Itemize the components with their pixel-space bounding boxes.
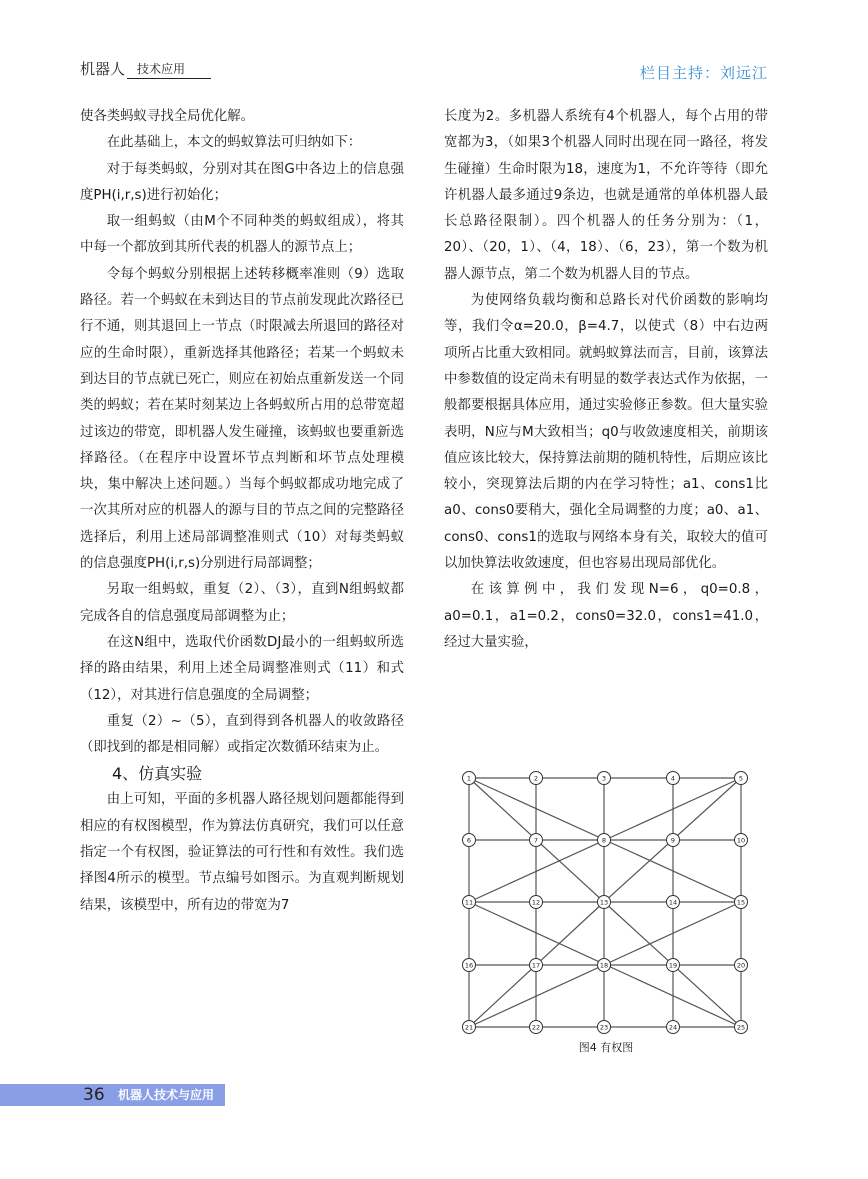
graph-node	[735, 896, 748, 909]
graph-node	[598, 834, 611, 847]
graph-node-label: 1	[466, 774, 472, 783]
paragraph: 另取一组蚂蚁，重复（2）、（3），直到N组蚂蚁都完成各自的信息强度局部调整为止；	[80, 582, 404, 624]
graph-node	[598, 896, 611, 909]
running-header-left	[80, 58, 211, 79]
graph-node	[598, 1021, 611, 1034]
graph-node-label: 19	[668, 961, 678, 970]
paragraph: 在这N组中，选取代价函数DJ最小的一组蚂蚁所选择的路由结果，利用上述全局调整准则式（11）和式（12），对其进行信息强度的全局调整；	[80, 634, 404, 703]
graph-node-label: 11	[464, 898, 474, 907]
graph-node	[667, 772, 680, 785]
graph-node	[530, 1021, 543, 1034]
graph-node	[530, 772, 543, 785]
graph-node	[530, 834, 543, 847]
graph-node	[530, 896, 543, 909]
graph-node	[463, 896, 476, 909]
page-footer	[0, 1084, 225, 1106]
weighted-graph	[461, 770, 751, 1035]
graph-node-label: 8	[601, 836, 607, 845]
figure-weighted-graph	[444, 770, 768, 1055]
graph-node-label: 21	[464, 1023, 474, 1032]
graph-node-label: 20	[736, 961, 746, 970]
graph-node-label: 15	[736, 898, 746, 907]
paragraph: 为使网络负载均衡和总路长对代价函数的影响均等，我们令α=20.0，β=4.7，以使式（8）中右边两项所占比重大致相同。就蚂蚁算法而言，目前，该算法中参数值的设定尚未有明显的数学表达式作为依据，一般都要根据具体应用，通过实验修正参数。但大量实验表明，N应与M大致相当；q0与收敛速度相关，前期该值应该比较大，保持算法前期的随机特性，后期应该比较小，突现算法后期的内在学习特性；a1、cons1比a0、cons0要稍大，强化全局调整的力度；a0、a1、cons0、cons1的选取与网络本身有关，取较大的值可以加快算法收敛速度，但也容易出现局部优化。	[444, 293, 768, 572]
graph-node-label: 5	[738, 774, 744, 783]
graph-node	[667, 834, 680, 847]
graph-node	[463, 834, 476, 847]
graph-node-label: 4	[670, 774, 676, 783]
section-name: 技术应用	[127, 60, 211, 79]
graph-node	[735, 1021, 748, 1034]
column-host: 栏目主持：刘远江	[639, 64, 768, 82]
graph-node-label: 12	[531, 898, 541, 907]
graph-node	[463, 959, 476, 972]
graph-node	[667, 1021, 680, 1034]
graph-node-label: 18	[599, 961, 609, 970]
graph-node	[667, 896, 680, 909]
graph-node-label: 25	[736, 1023, 746, 1032]
paragraph: 重复（2）~（5），直到得到各机器人的收敛路径（即找到的都是相同解）或指定次数循环结束为止。	[80, 713, 404, 756]
graph-node	[598, 772, 611, 785]
graph-node-label: 2	[533, 774, 539, 783]
page-number: 36	[83, 1085, 105, 1105]
graph-node-label: 17	[531, 961, 541, 970]
graph-node	[735, 959, 748, 972]
graph-node-label: 16	[464, 961, 474, 970]
footer-journal-title: 机器人技术与应用	[118, 1088, 215, 1102]
paragraph: 在此基础上，本文的蚂蚁算法可归纳如下：	[106, 135, 362, 151]
figure-caption: 图4 有权图	[578, 1041, 634, 1054]
graph-node-label: 9	[670, 836, 676, 845]
graph-node-label: 7	[533, 836, 539, 845]
graph-node-label: 6	[466, 836, 472, 845]
graph-node-label: 10	[736, 836, 746, 845]
graph-node	[463, 1021, 476, 1034]
graph-node	[735, 834, 748, 847]
paragraph: 取一组蚂蚁（由M个不同种类的蚂蚁组成），将其中每一个都放到其所代表的机器人的源节点上；	[80, 214, 404, 256]
graph-node-label: 23	[599, 1023, 609, 1032]
graph-node	[530, 959, 543, 972]
journal-brand: 机器人	[80, 60, 126, 78]
graph-node	[667, 959, 680, 972]
paragraph: 由上可知，平面的多机器人路径规划问题都能得到相应的有权图模型，作为算法仿真研究，我们可以任意指定一个有权图，验证算法的可行性和有效性。我们选择图4所示的模型。节点编号如图示。为直观判断规划结果，该模型中，所有边的带宽为7	[80, 792, 404, 913]
graph-node	[598, 959, 611, 972]
graph-node	[463, 772, 476, 785]
paragraph: 令每个蚂蚁分别根据上述转移概率准则（9）选取路径。若一个蚂蚁在未到达目的节点前发现此次路径已行不通，则其退回上一节点（时限减去所退回的路径对应的生命时限），重新选择其他路径；若某一个蚂蚁未到达目的节点就已死亡，则应在初始点重新发送一个同类的蚂蚁；若在某时刻某边上各蚂蚁所占用的总带宽超过该边的带宽，即机器人发生碰撞，该蚂蚁也要重新选择路径。（在程序中设置坏节点判断和坏节点处理模块，集中解决上述问题。）当每个蚂蚁都成功地完成了一次其所对应的机器人的源与目的节点之间的完整路径选择后，利用上述局部调整准则式（10）对每类蚂蚁的信息强度PH(i,r,s)分别进行局部调整；	[80, 266, 404, 572]
paragraph: 长度为2。多机器人系统有4个机器人，每个占用的带宽都为3，（如果3个机器人同时出现在同一路径，将发生碰撞）生命时限为18，速度为1，不允许等待（即允许机器人最多通过9条边，也就是通常的单体机器人最长总路径限制）。四个机器人的任务分别为：（1，20）、（20，1）、（4，18）、（6，23），第一个数为机器人源节点，第二个数为机器人目的节点。	[444, 109, 768, 282]
section-heading: 4、仿真实验	[112, 764, 203, 784]
right-column	[444, 104, 768, 656]
graph-node-label: 13	[599, 898, 609, 907]
paragraph: 在该算例中，我们发现N=6，q0=0.8，a0=0.1，a1=0.2，cons0=32.0，cons1=41.0，经过大量实验，	[444, 582, 768, 650]
left-column	[80, 104, 404, 919]
graph-node-label: 14	[668, 898, 678, 907]
paragraph: 对于每类蚂蚁，分别对其在图G中各边上的信息强度PH(i,r,s)进行初始化；	[80, 161, 404, 203]
graph-node	[735, 772, 748, 785]
paragraph: 使各类蚂蚁寻找全局优化解。	[80, 109, 255, 124]
graph-node-label: 24	[668, 1023, 678, 1032]
graph-node-label: 22	[531, 1023, 541, 1032]
graph-node-label: 3	[601, 774, 607, 783]
